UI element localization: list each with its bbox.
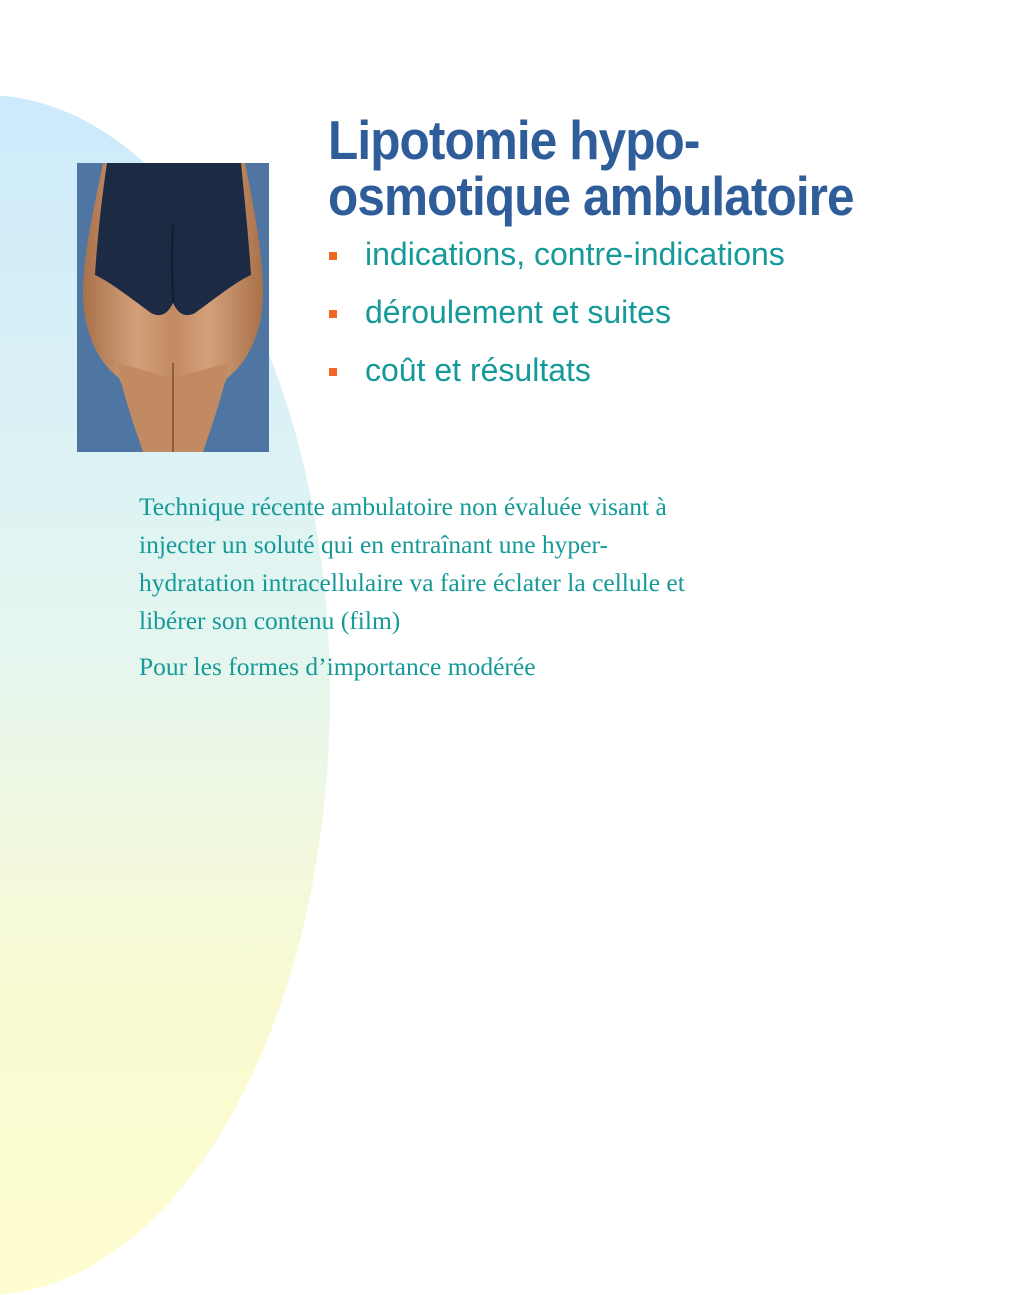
title-line-2: osmotique ambulatoire bbox=[328, 165, 854, 227]
description-line: hydratation intracellulaire va faire éclater la cellule et bbox=[139, 568, 685, 597]
thighs-illustration bbox=[77, 163, 269, 452]
bullet-item bbox=[327, 348, 785, 406]
description-paragraph bbox=[139, 488, 899, 640]
title-line-1: Lipotomie hypo- bbox=[328, 109, 700, 171]
footnote-paragraph: Pour les formes d’importance modérée bbox=[139, 652, 536, 681]
bullet-square-icon bbox=[329, 310, 337, 318]
description-line: Technique récente ambulatoire non évaluée visant à bbox=[139, 492, 667, 521]
thighs-photo bbox=[77, 163, 269, 452]
description-line: injecter un soluté qui en entraînant une hyper- bbox=[139, 530, 608, 559]
bullet-text: déroulement et suites bbox=[365, 294, 671, 330]
bullet-list bbox=[327, 232, 785, 406]
bullet-text: indications, contre-indications bbox=[365, 236, 785, 272]
bullet-item bbox=[327, 290, 785, 348]
bullet-item bbox=[327, 232, 785, 290]
description bbox=[139, 488, 899, 694]
bullet-square-icon bbox=[329, 252, 337, 260]
bullet-text: coût et résultats bbox=[365, 352, 591, 388]
description-line: libérer son contenu (film) bbox=[139, 606, 401, 635]
bullet-square-icon bbox=[329, 368, 337, 376]
slide-title bbox=[328, 109, 940, 227]
